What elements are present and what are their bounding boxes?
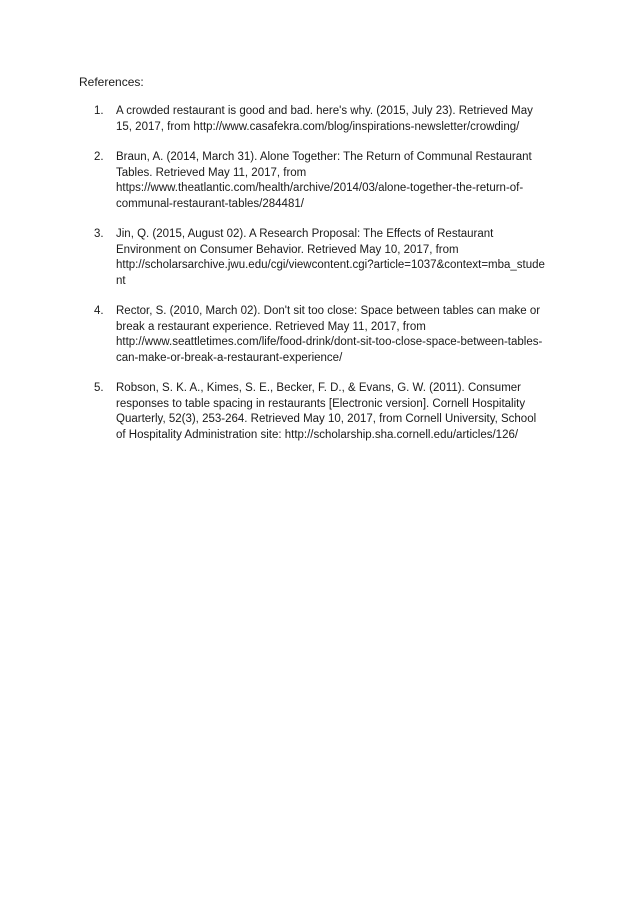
reference-line: http://www.seattletimes.com/life/food-drink/dont-sit-too-close-space-between-tables- xyxy=(116,336,543,348)
reference-item-3 xyxy=(79,227,559,289)
reference-number: 3. xyxy=(94,228,104,240)
reference-item-5 xyxy=(79,381,559,443)
reference-list xyxy=(79,104,559,458)
reference-item-1 xyxy=(79,104,559,135)
reference-number: 5. xyxy=(94,382,104,394)
reference-number: 2. xyxy=(94,151,104,163)
reference-line: nt xyxy=(116,274,126,287)
reference-line: http://scholarsarchive.jwu.edu/cgi/viewcontent.cgi?article=1037&context=mba_stude xyxy=(116,259,545,271)
reference-item-2 xyxy=(79,150,559,212)
reference-line: Robson, S. K. A., Kimes, S. E., Becker, F. D., & Evans, G. W. (2011). Consumer xyxy=(116,382,521,394)
reference-number: 4. xyxy=(94,305,104,317)
references-heading: References: xyxy=(79,75,144,89)
reference-line: can-make-or-break-a-restaurant-experience/ xyxy=(116,351,343,364)
reference-line: https://www.theatlantic.com/health/archive/2014/03/alone-together-the-return-of- xyxy=(116,182,524,194)
reference-line: Quarterly, 52(3), 253-264. Retrieved May 10, 2017, from Cornell University, School xyxy=(116,413,537,425)
reference-line: break a restaurant experience. Retrieved May 11, 2017, from xyxy=(116,320,426,333)
reference-line: Rector, S. (2010, March 02). Don't sit too close: Space between tables can make or xyxy=(116,305,541,317)
reference-item-4 xyxy=(79,304,559,366)
reference-line: responses to table spacing in restaurants [Electronic version]. Cornell Hospitality xyxy=(116,397,526,410)
reference-line: communal-restaurant-tables/284481/ xyxy=(116,197,304,210)
reference-line: 15, 2017, from http://www.casafekra.com/blog/inspirations-newsletter/crowding/ xyxy=(116,120,520,133)
reference-line: Tables. Retrieved May 11, 2017, from xyxy=(116,166,307,179)
reference-number: 1. xyxy=(94,105,104,117)
reference-line: Environment on Consumer Behavior. Retrieved May 10, 2017, from xyxy=(116,243,459,256)
reference-line: A crowded restaurant is good and bad. here's why. (2015, July 23). Retrieved May xyxy=(116,105,533,117)
reference-line: Jin, Q. (2015, August 02). A Research Proposal: The Effects of Restaurant xyxy=(116,228,494,240)
reference-line: of Hospitality Administration site: http://scholarship.sha.cornell.edu/articles/126/ xyxy=(116,428,519,441)
reference-line: Braun, A. (2014, March 31). Alone Together: The Return of Communal Restaurant xyxy=(116,151,532,163)
